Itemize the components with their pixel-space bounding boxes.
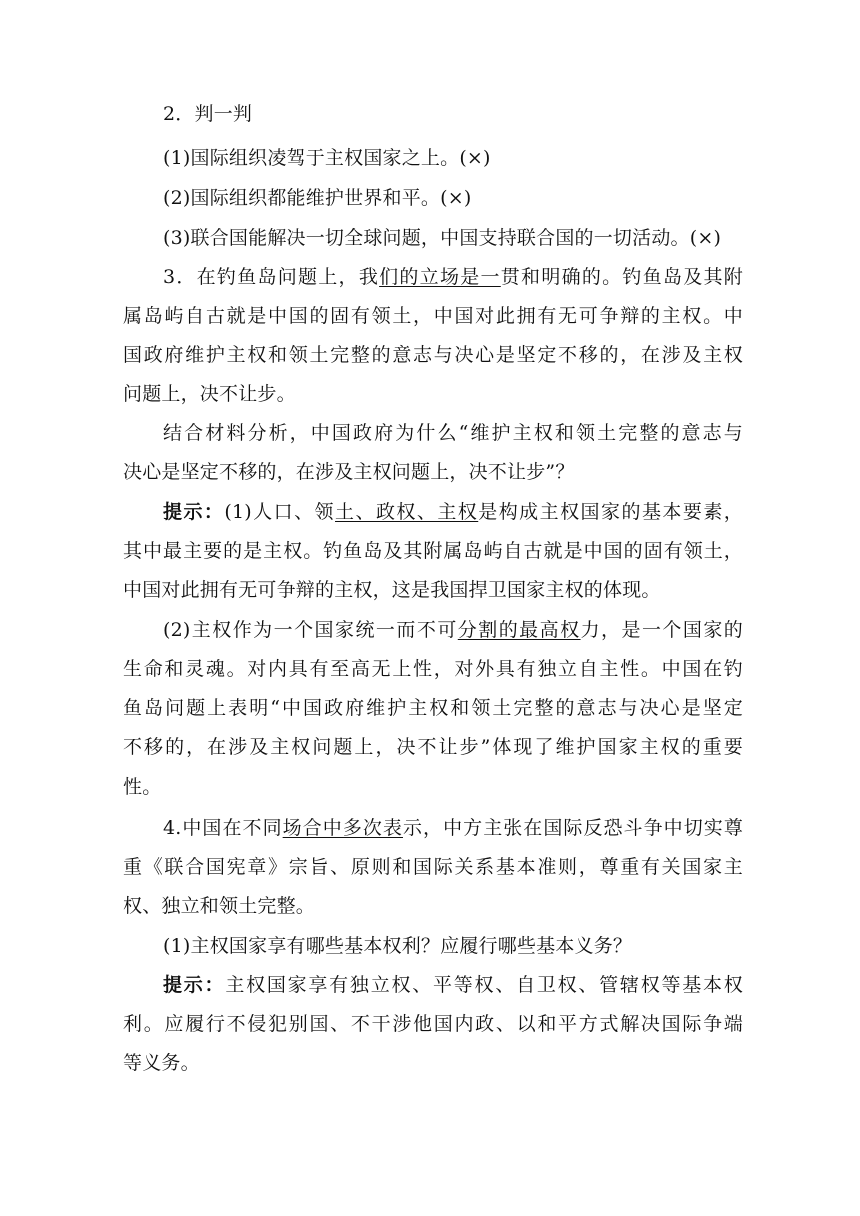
hint-2-line-3: 鱼岛问题上表明“中国政府维护主权和领土完整的意志与决心是坚定 xyxy=(123,697,743,719)
question-3-line-4: 问题上，决不让步。 xyxy=(123,383,296,405)
question-4-line-3: 权、独立和领土完整。 xyxy=(123,895,316,917)
hint-1-line-3: 中国对此拥有无可争辩的主权，这是我国捍卫国家主权的体现。 xyxy=(123,579,661,601)
question-4-line-1 xyxy=(163,816,743,840)
hint-2-line-5: 性。 xyxy=(123,776,162,798)
hint-1-line-1 xyxy=(163,500,743,524)
judge-item-1: (1)国际组织凌驾于主权国家之上。(×) xyxy=(163,147,491,169)
text-run: 是构成主权国家的基本要素， xyxy=(478,501,743,523)
text-run: (2)主权作为一个国家统一而不可 xyxy=(163,619,458,641)
text-run: (1)人口、领 xyxy=(224,501,336,523)
hint-label: 提示： xyxy=(163,501,225,523)
question-4-line-2: 重《联合国宪章》宗旨、原则和国际关系基本准则，尊重有关国家主 xyxy=(123,856,743,878)
text-run: 示，中方主张在国际反恐斗争中切实尊 xyxy=(402,817,744,839)
question-3-line-2: 属岛屿自古就是中国的固有领土，中国对此拥有无可争辩的主权。中 xyxy=(123,305,743,327)
hint-4-line-3: 等义务。 xyxy=(123,1052,200,1074)
hint-2-line-4: 不移的，在涉及主权问题上，决不让步”体现了维护国家主权的重要 xyxy=(123,736,743,758)
text-run: 3．在钓鱼岛问题上，我 xyxy=(163,266,380,288)
hint-4-line-2: 利。应履行不侵犯别国、不干涉他国内政、以和平方式解决国际争端 xyxy=(123,1013,743,1035)
underlined-text: 分割的最高权 xyxy=(457,619,581,641)
judge-item-3: (3)联合国能解决一切全球问题，中国支持联合国的一切活动。(×) xyxy=(163,227,722,249)
underlined-text: 们的立场是一 xyxy=(379,266,501,288)
hint-4-line-1 xyxy=(163,973,743,997)
question-4-sub-1: (1)主权国家享有哪些基本权利？应履行哪些基本义务？ xyxy=(163,935,633,957)
question-3-line-1 xyxy=(163,265,743,289)
hint-1-line-2: 其中最主要的是主权。钓鱼岛及其附属岛屿自古就是中国的固有领土， xyxy=(123,540,743,562)
section-heading-judge: 2．判一判 xyxy=(163,103,253,125)
hint-2-line-1 xyxy=(163,618,743,642)
analysis-prompt-line-1: 结合材料分析，中国政府为什么“维护主权和领土完整的意志与 xyxy=(163,422,743,444)
analysis-prompt-line-2: 决心是坚定不移的，在涉及主权问题上，决不让步”？ xyxy=(123,461,575,483)
text-run: 主权国家享有独立权、平等权、自卫权、管辖权等基本权 xyxy=(225,974,743,996)
hint-label: 提示： xyxy=(163,974,226,996)
text-run: 力，是一个国家的 xyxy=(580,619,743,641)
hint-2-line-2: 生命和灵魂。对内具有至高无上性，对外具有独立自主性。中国在钓 xyxy=(123,658,743,680)
text-run: 贯和明确的。钓鱼岛及其附 xyxy=(500,266,744,288)
underlined-text: 土、政权、主权 xyxy=(335,501,479,523)
underlined-text: 场合中多次表 xyxy=(282,817,403,839)
question-3-line-3: 国政府维护主权和领土完整的意志与决心是坚定不移的，在涉及主权 xyxy=(123,344,743,366)
text-run: 4.中国在不同 xyxy=(163,817,283,839)
judge-item-2: (2)国际组织都能维护世界和平。(×) xyxy=(163,187,472,209)
